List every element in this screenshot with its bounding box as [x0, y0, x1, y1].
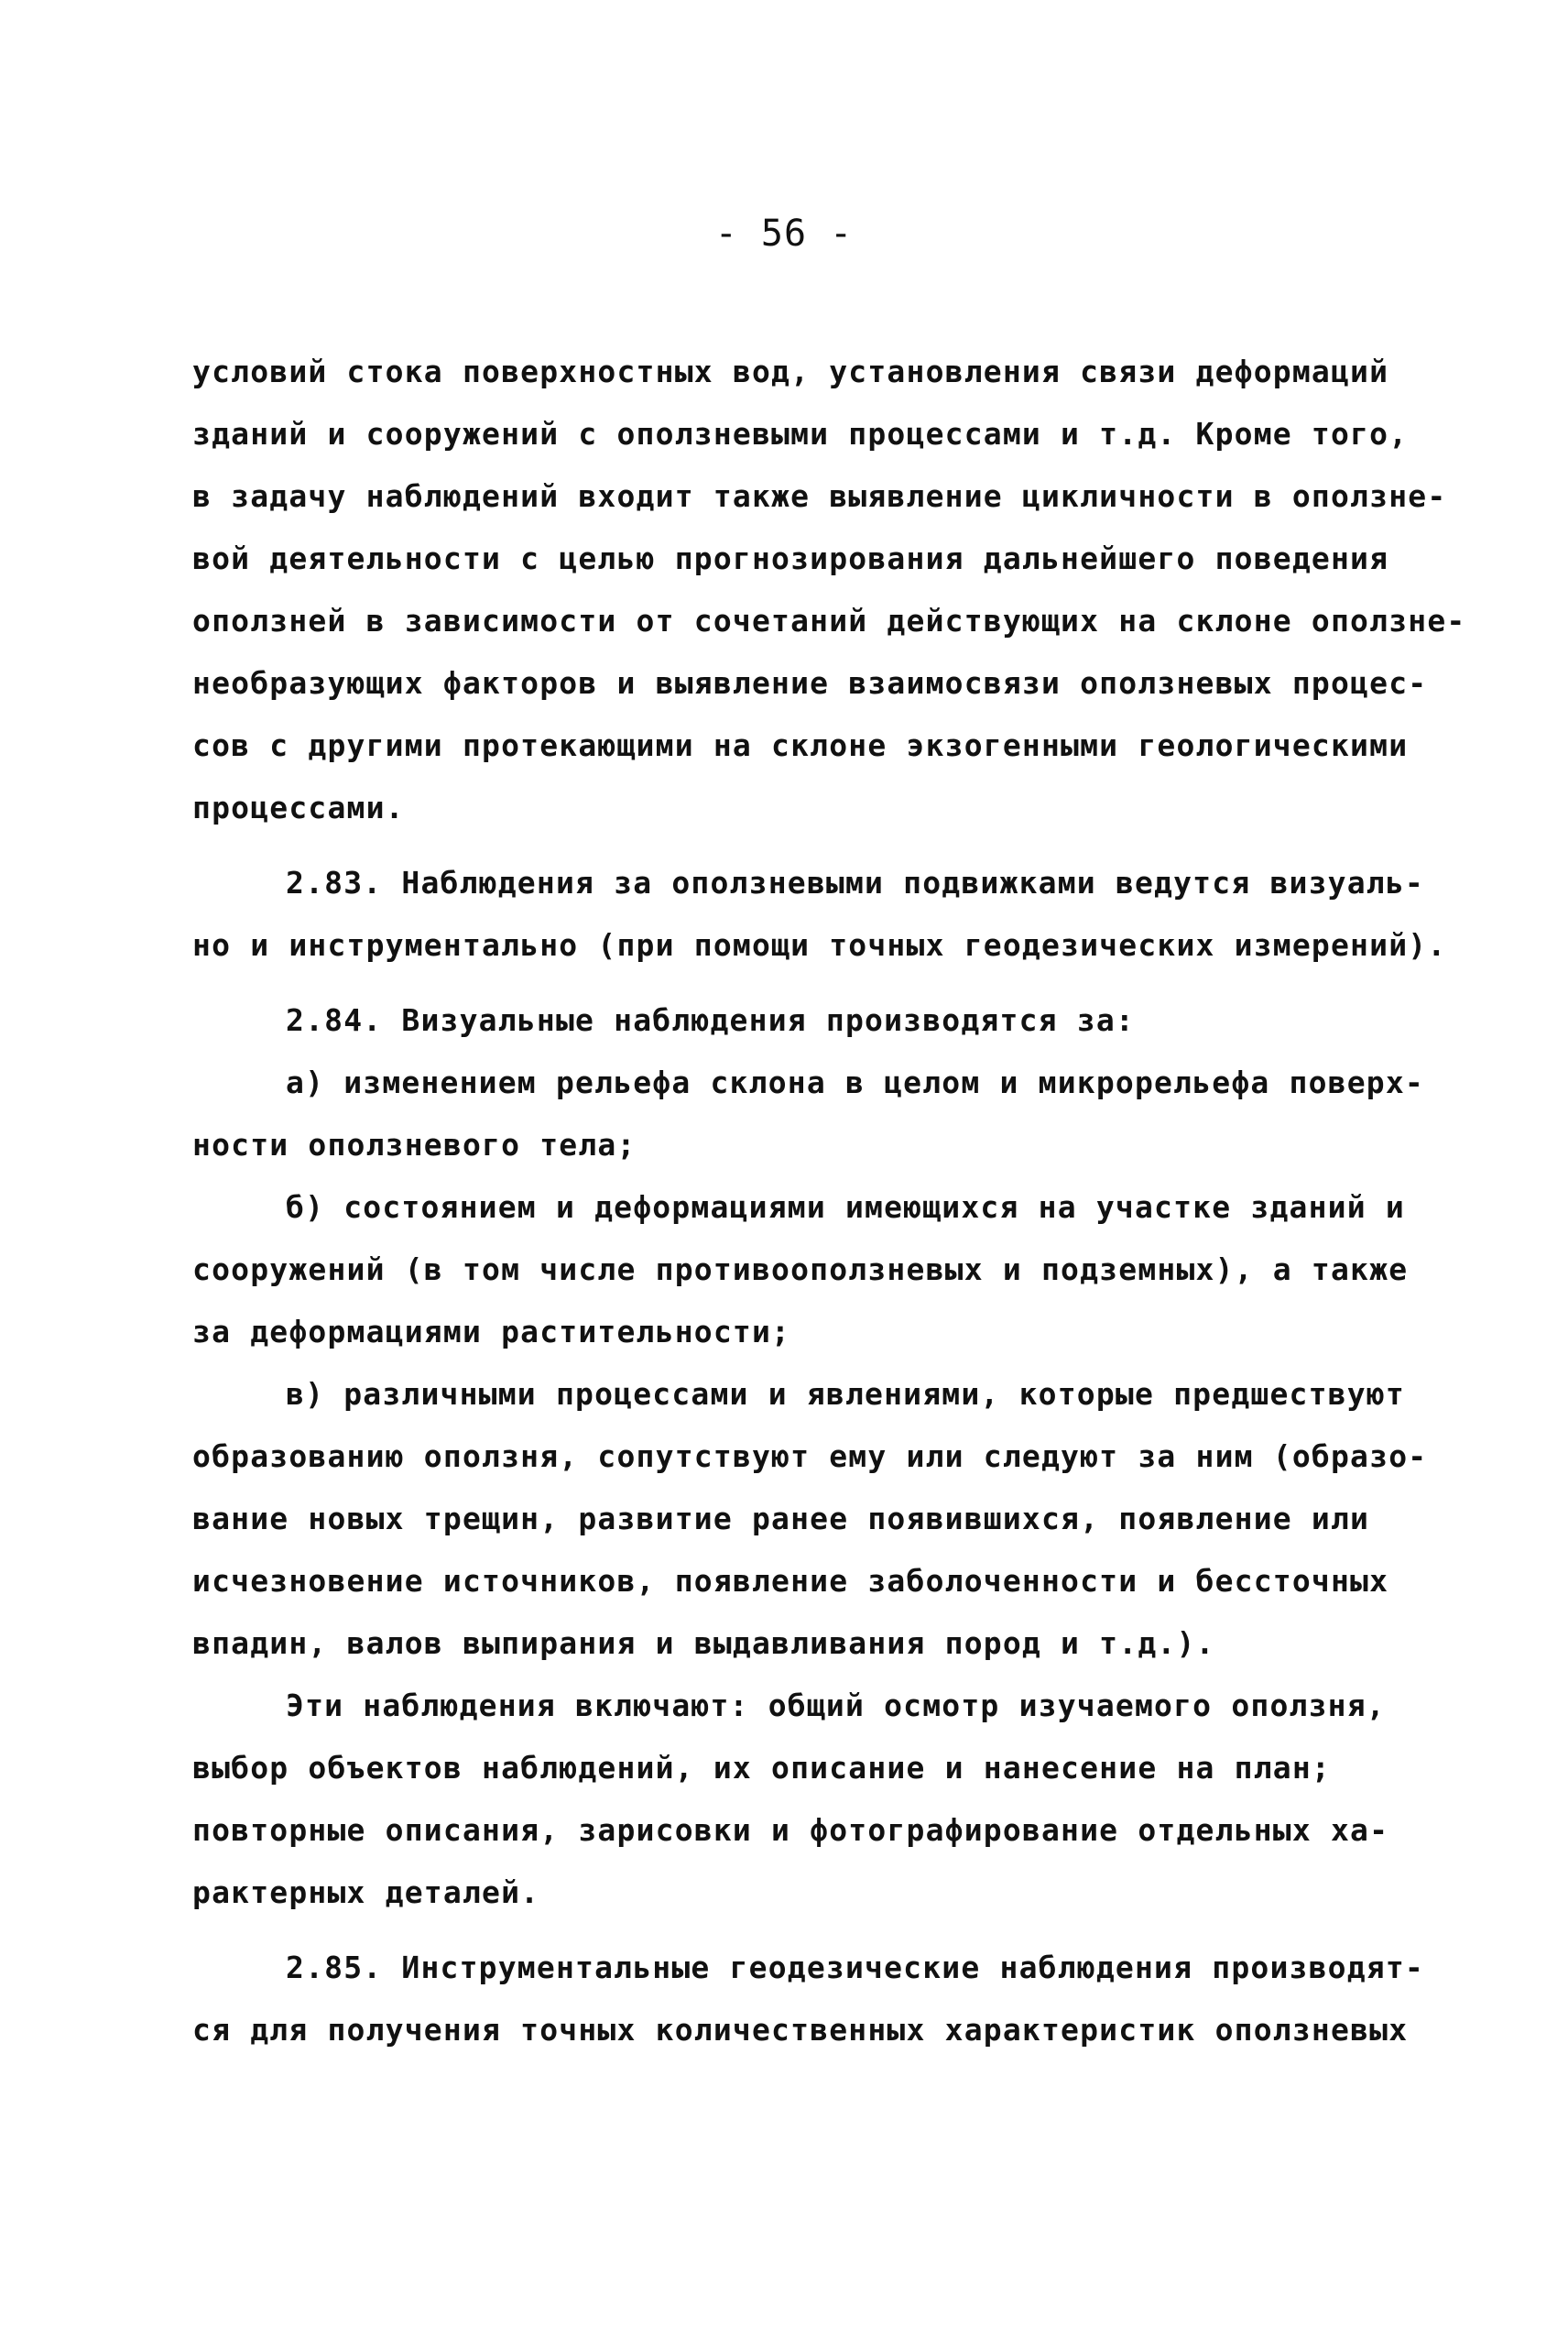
text-line: условий стока поверхностных вод, установления связи деформаций — [192, 354, 1389, 389]
text-line: повторные описания, зарисовки и фотографирование отдельных ха- — [192, 1812, 1389, 1848]
text-line: вой деятельности с целью прогнозирования дальнейшего поведения — [192, 541, 1389, 576]
text-line: образованию оползня, сопутствуют ему или следуют за ним (образо- — [192, 1438, 1428, 1474]
text-line: сооружений (в том числе противооползневых и подземных), а также — [192, 1251, 1409, 1287]
text-line: в задачу наблюдений входит также выявление цикличности в оползне- — [192, 478, 1447, 514]
text-line: зданий и сооружений с оползневыми процессами и т.д. Кроме того, — [192, 416, 1409, 452]
paragraph-observations-start: Эти наблюдения включают: общий осмотр изучаемого оползня, — [286, 1688, 1386, 1723]
paragraph-2-83-start: 2.83. Наблюдения за оползневыми подвижками ведутся визуаль- — [286, 865, 1424, 901]
text-line: впадин, валов выпирания и выдавливания пород и т.д.). — [192, 1625, 1215, 1661]
text-line: за деформациями растительности; — [192, 1314, 791, 1349]
text-line: выбор объектов наблюдений, их описание и нанесение на план; — [192, 1750, 1331, 1786]
text-line: необразующих факторов и выявление взаимосвязи оползневых процес- — [192, 665, 1428, 701]
text-line: рактерных деталей. — [192, 1874, 540, 1910]
list-item-v: в) различными процессами и явлениями, которые предшествуют — [286, 1376, 1405, 1412]
text-line: ности оползневого тела; — [192, 1127, 637, 1163]
body-text — [192, 341, 1466, 2061]
text-line: оползней в зависимости от сочетаний действующих на склоне оползне- — [192, 603, 1466, 639]
text-line: исчезновение источников, появление заболоченности и бессточных — [192, 1563, 1389, 1599]
paragraph-2-85-start: 2.85. Инструментальные геодезические наблюдения производят- — [286, 1950, 1424, 1985]
text-line: ся для получения точных количественных характеристик оползневых — [192, 2012, 1409, 2048]
text-line: вание новых трещин, развитие ранее появившихся, появление или — [192, 1501, 1370, 1536]
paragraph-2-84-start: 2.84. Визуальные наблюдения производятся за: — [286, 1002, 1135, 1038]
text-line: но и инструментально (при помощи точных геодезических измерений). — [192, 927, 1447, 963]
list-item-b: б) состоянием и деформациями имеющихся на участке зданий и — [286, 1189, 1405, 1225]
text-line: сов с другими протекающими на склоне экзогенными геологическими — [192, 727, 1409, 763]
list-item-a: а) изменением рельефа склона в целом и микрорельефа поверх- — [286, 1065, 1424, 1100]
text-line: процессами. — [192, 790, 405, 825]
page-number: - 56 - — [714, 213, 854, 255]
